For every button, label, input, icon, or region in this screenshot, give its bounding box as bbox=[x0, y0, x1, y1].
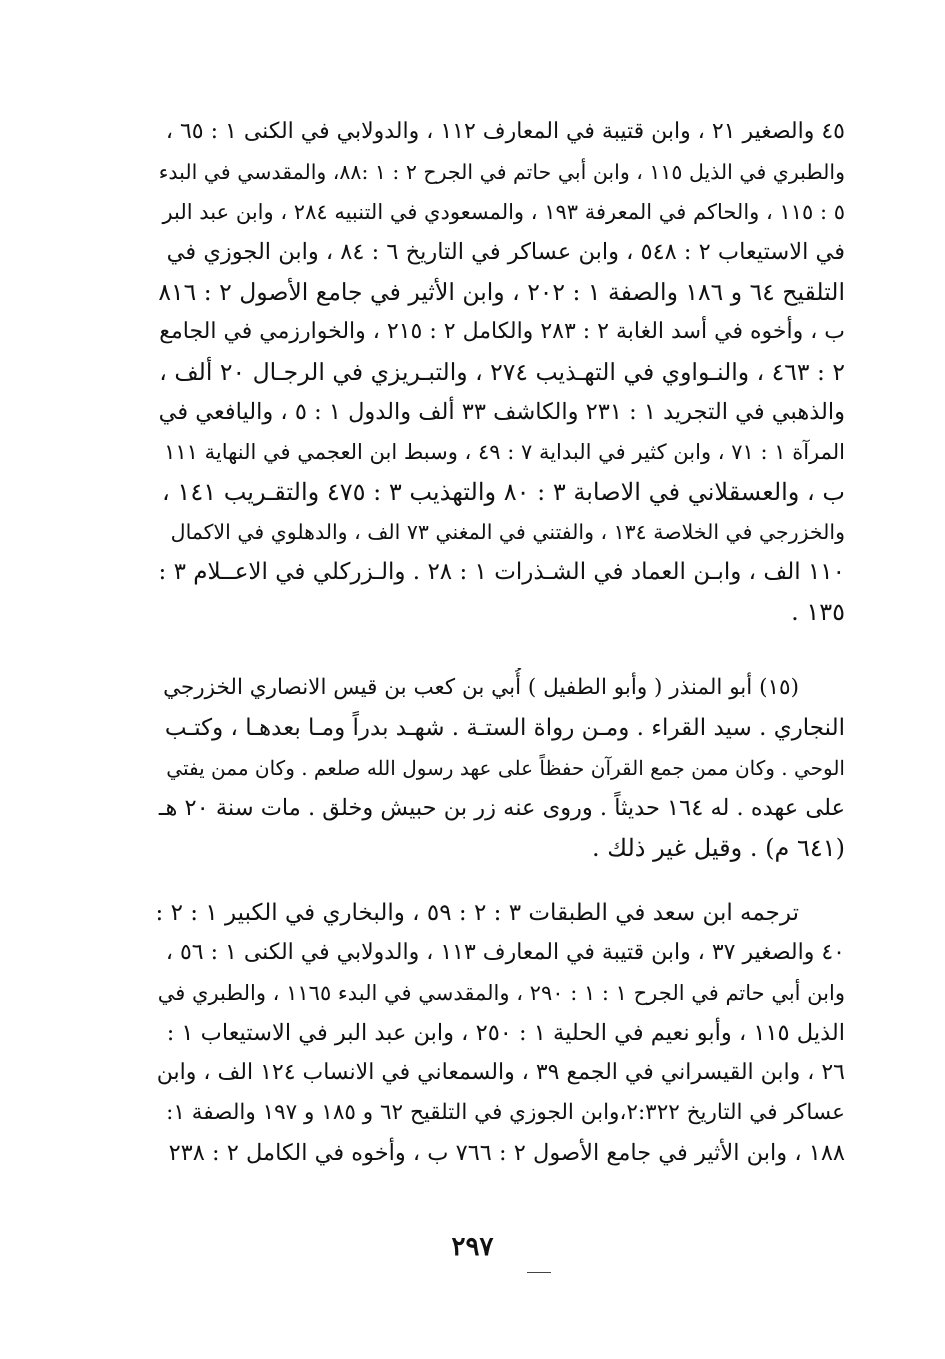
text-line: ١٨٨ ، وابن الأثير في جامع الأصول ٢ : ٧٦٦ ب ، وأخوه في الكامل ٢ : ٢٣٨ bbox=[168, 1140, 845, 1166]
text-line: (١٥) أبو المنذر ( وأبو الطفيل ) أُبي بن كعب بن قيس الانصاري الخزرجي bbox=[163, 675, 799, 700]
text-line: عساكر في التاريخ ٢:٣٢٢،وابن الجوزي في التلقيح ٦٢ و ١٨٥ و ١٩٧ والصفة ١: bbox=[166, 1100, 845, 1125]
biography-paragraph bbox=[155, 668, 845, 868]
text-line: ٢ : ٤٦٣ ، والنـواوي في التهـذيب ٢٧٤ ، والتبـريزي في الرجـال ٢٠ ألف ، bbox=[159, 358, 845, 386]
text-line: والذهبي في التجريد ١ : ٢٣١ والكاشف ٣٣ ألف والدول ١ : ٥ ، واليافعي في bbox=[158, 399, 845, 425]
text-line: والطبري في الذيل ١١٥ ، وابن أبي حاتم في الجرح ٢ : ١ :٨٨، والمقدسي في البدء bbox=[158, 160, 845, 184]
text-line: المرآة ١ : ٧١ ، وابن كثير في البداية ٧ : ٤٩ ، وسبط ابن العجمي في النهاية ١١١ bbox=[164, 440, 845, 464]
text-line: ٢٦ ، وابن القيسراني في الجمع ٣٩ ، والسمعاني في الانساب ١٢٤ الف ، وابن bbox=[156, 1060, 845, 1085]
text-line: ١٣٥ . bbox=[791, 598, 845, 626]
text-line: ٤٥ والصغير ٢١ ، وابن قتيبة في المعارف ١١٢ ، والدولابي في الكنى ١ : ٦٥ ، bbox=[165, 119, 845, 144]
text-line: ٤٠ والصغير ٣٧ ، وابن قتيبة في المعارف ١١٣ ، والدولابي في الكنى ١ : ٥٦ ، bbox=[165, 940, 845, 965]
references-paragraph-1 bbox=[155, 112, 845, 632]
page-number-rule bbox=[527, 1272, 551, 1273]
text-line: الوحي . وكان ممن جمع القرآن حفظاً على عهد رسول الله صلعم . وكان ممن يفتي bbox=[166, 756, 845, 780]
text-line: ب ، والعسقلاني في الاصابة ٣ : ٨٠ والتهذيب ٣ : ٤٧٥ والتقـريب ١٤١ ، bbox=[162, 478, 845, 506]
text-line: ١١٠ الف ، وابـن العماد في الشـذرات ١ : ٢٨ . والـزركلي في الاعــلام ٣ : bbox=[158, 559, 845, 585]
text-line: ترجمه ابن سعد في الطبقات ٣ : ٢ : ٥٩ ، والبخاري في الكبير ١ : ٢ : bbox=[155, 900, 799, 926]
text-line: (٦٤١ م) . وقيل غير ذلك . bbox=[591, 834, 845, 862]
page-number: ٢٩٧ bbox=[451, 1232, 494, 1262]
text-line: على عهده . له ١٦٤ حديثاً . وروى عنه زر بن حبيش وخلق . مات سنة ٢٠ هـ bbox=[158, 795, 845, 821]
text-line: ٥ : ١١٥ ، والحاكم في المعرفة ١٩٣ ، والمسعودي في التنبيه ٢٨٤ ، وابن عبد البر bbox=[162, 200, 845, 224]
text-line: النجاري . سيد القراء . ومـن رواة الستـة . شهـد بدراً ومـا بعدهـا ، وكتـب bbox=[164, 715, 845, 741]
text-line: في الاستيعاب ٢ : ٥٤٨ ، وابن عساكر في التاريخ ٦ : ٨٤ ، وابن الجوزي في bbox=[166, 239, 845, 265]
text-line: والخزرجي في الخلاصة ١٣٤ ، والفتني في المغني ٧٣ الف ، والدهلوي في الاكمال bbox=[170, 520, 845, 544]
references-paragraph-2 bbox=[155, 893, 845, 1173]
text-line: الذيل ١١٥ ، وأبو نعيم في الحلية ١ : ٢٥٠ ، وابن عبد البر في الاستيعاب ١ : bbox=[166, 1020, 845, 1046]
text-line: وابن أبي حاتم في الجرح ١ : ١ : ٢٩٠ ، والمقدسي في البدء ١١٦٥ ، والطبري في bbox=[157, 981, 845, 1005]
text-line: التلقيح ٦٤ و ١٨٦ والصفة ١ : ٢٠٢ ، وابن الأثير في جامع الأصول ٢ : ٨١٦ bbox=[158, 278, 845, 306]
text-line: ب ، وأخوه في أسد الغابة ٢ : ٢٨٣ والكامل ٢ : ٢١٥ ، والخوارزمي في الجامع bbox=[159, 319, 845, 344]
